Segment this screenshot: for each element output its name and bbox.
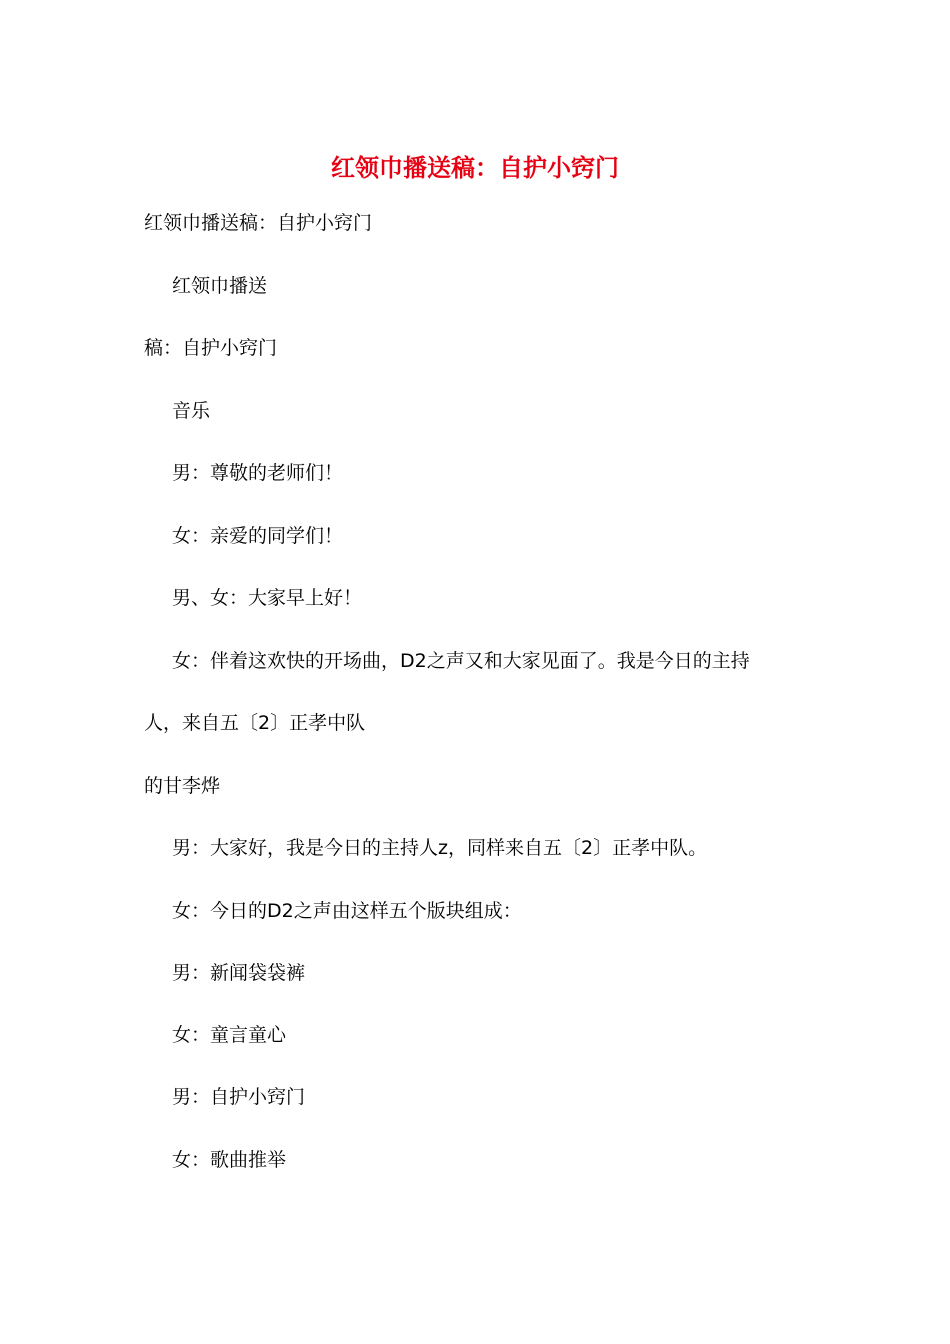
text-line-broadcast: 红领巾播送 — [172, 275, 268, 297]
text-line-heading: 红领巾播送稿：自护小窍门 — [144, 212, 373, 234]
text-line-section-news: 男：新闻袋袋裤 — [172, 962, 306, 984]
text-line-section-songs: 女：歌曲推举 — [172, 1149, 287, 1171]
text-line-both-greeting: 男、女：大家早上好！ — [172, 587, 363, 609]
text-line-section-childhood: 女：童言童心 — [172, 1024, 287, 1046]
document-title: 红领巾播送稿：自护小窍门 — [331, 153, 619, 182]
text-line-male-greeting: 男：尊敬的老师们！ — [172, 462, 344, 484]
text-line-music: 音乐 — [172, 400, 211, 422]
text-line-section-tips: 男：自护小窍门 — [172, 1086, 306, 1108]
text-line-female-intro: 女：伴着这欢快的开场曲，D2之声又和大家见面了。我是今日的主持 — [172, 650, 750, 672]
text-line-female-intro-cont: 人，来自五〔2〕正孝中队 — [144, 712, 366, 734]
text-line-broadcast-cont: 稿：自护小窍门 — [144, 337, 278, 359]
text-line-male-intro: 男：大家好，我是今日的主持人z，同样来自五〔2〕正孝中队。 — [172, 837, 708, 859]
text-line-female-greeting: 女：亲爱的同学们！ — [172, 525, 344, 547]
text-line-female-intro-name: 的甘李烨 — [144, 775, 221, 797]
text-line-sections-intro: 女：今日的D2之声由这样五个版块组成： — [172, 900, 522, 922]
